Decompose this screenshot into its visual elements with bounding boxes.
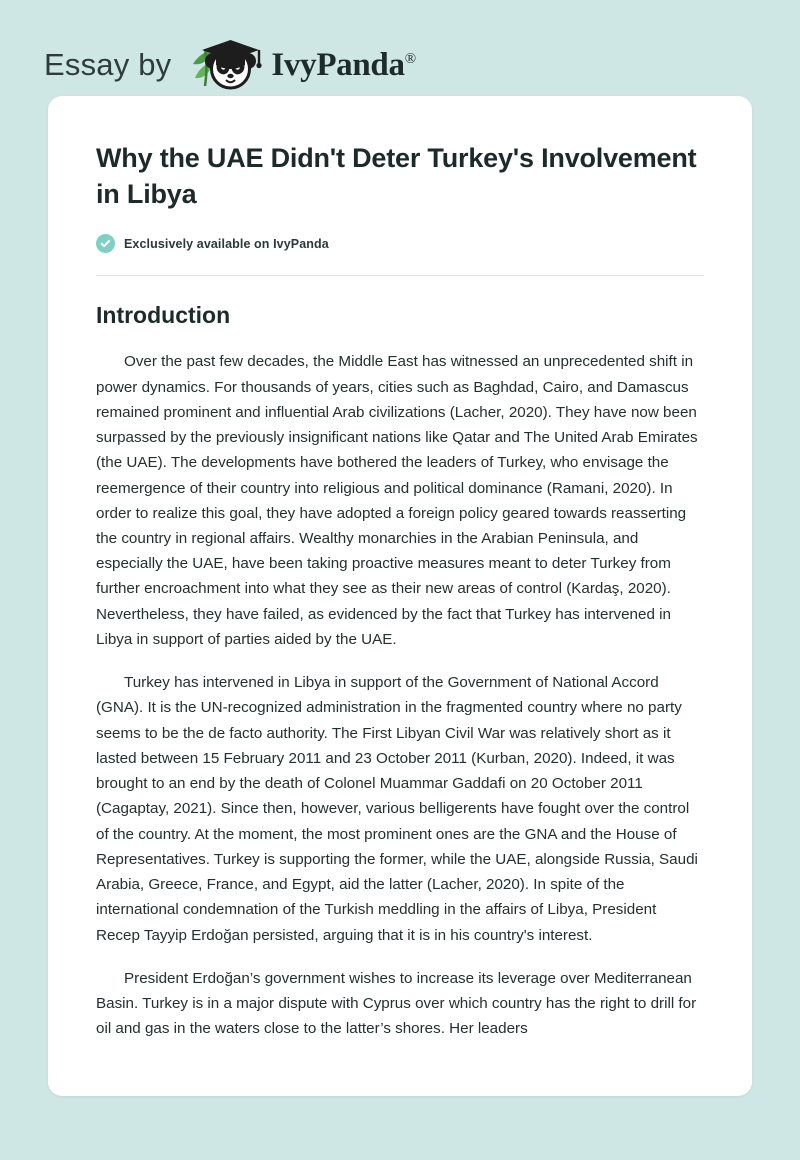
masthead (0, 0, 800, 96)
body-paragraph: President Erdoğan’s government wishes to increase its leverage over Mediterranean Basin. Turkey is in a major dispute with Cyprus over which country has the right to drill for oil and gas in the waters close to the latter’s shores. Her leaders (96, 969, 697, 1038)
section-heading-introduction: Introduction (96, 302, 231, 329)
body-paragraph: Turkey has intervened in Libya in support of the Government of National Accord (GNA). It is the UN-recognized administration in the fragmented country where no party seems to be the de facto authority. The First Libyan Civil War was relatively short as it lasted between 15 February 2011 and 23 October 2011 (Kurban, 2020). Indeed, it was brought to an end by the death of Colonel Muammar Gaddafi on 20 October 2011 (Cagaptay, 2021). Since then, however, various belligerents have fought over the control of the country. At the moment, the most prominent ones are the GNA and the House of Representatives. Turkey is supporting the former, while the UAE, alongside Russia, Saudi Arabia, Greece, France, and Egypt, aid the latter (Lacher, 2020). In spite of the international condemnation of the Turkish meddling in the affairs of Libya, President Recep Tayyip Erdoğan persisted, arguing that it is in his country's interest. (96, 674, 698, 944)
check-circle-icon (96, 234, 115, 253)
brand-name-text: IvyPanda (271, 46, 405, 83)
page-title: Why the UAE Didn't Deter Turkey's Involvement in Libya (96, 143, 697, 210)
essay-card (48, 96, 752, 1096)
body-paragraph: Over the past few decades, the Middle East has witnessed an unprecedented shift in power dynamics. For thousands of years, cities such as Baghdad, Cairo, and Damascus remained prominent and influential Arab civilizations (Lacher, 2020). They have now been surpassed by the previously insignificant nations like Qatar and The United Arab Emirates (the UAE). The developments have bothered the leaders of Turkey, who envisage the reemergence of their country into religious and political dominance (Ramani, 2020). In order to realize this goal, they have adopted a foreign policy geared towards reasserting the country in regional affairs. Wealthy monarchies in the Arabian Peninsula, and especially the UAE, have been taking proactive measures meant to deter Turkey from further encroachment into what they see as their new areas of control (Kardaş, 2020). Nevertheless, they have failed, as evidenced by the fact that Turkey has intervened in Libya in support of parties aided by the UAE. (96, 353, 698, 648)
brand-logo[interactable] (185, 34, 415, 96)
registered-mark: ® (404, 50, 416, 67)
panda-graduate-logo-icon (185, 34, 269, 96)
brand-name (271, 47, 415, 84)
masthead-prefix: Essay by (44, 47, 172, 82)
status-badge-label: Exclusively available on IvyPanda (124, 236, 329, 251)
exclusive-badge (96, 234, 704, 253)
divider (96, 275, 704, 276)
